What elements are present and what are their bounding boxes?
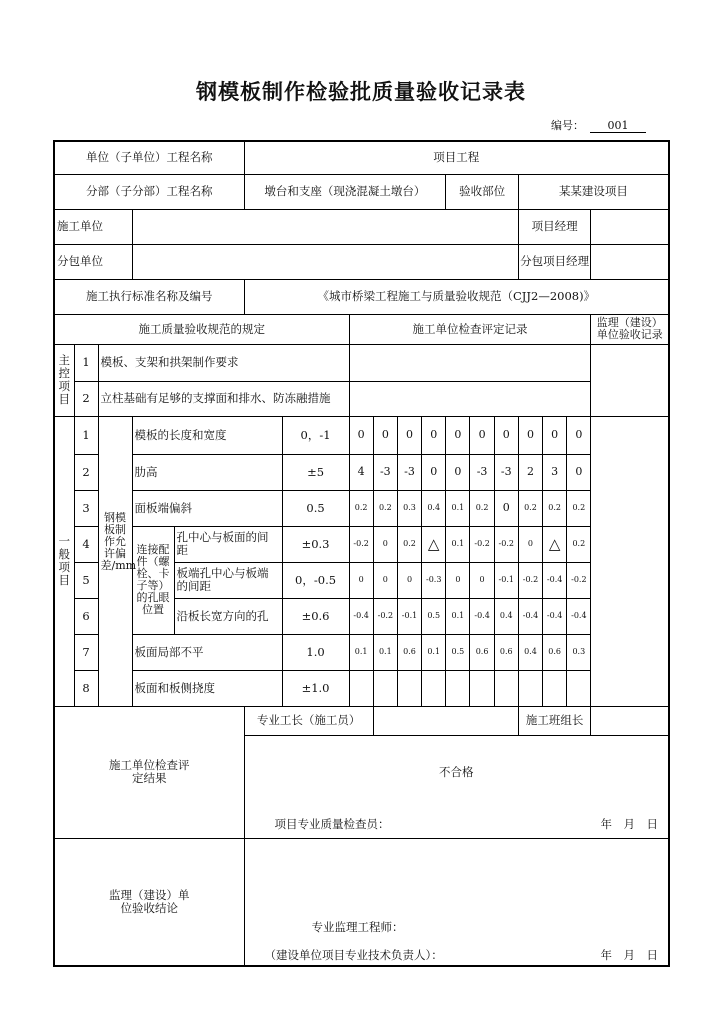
measurement-cell: 0.2 <box>543 490 567 526</box>
date-label: 年 月 日 <box>600 947 659 962</box>
sub-pm-label: 分包项目经理 <box>518 244 591 279</box>
supervision-result-label: 监理（建设）单位验收结论 <box>54 838 244 966</box>
pm-value <box>591 209 669 244</box>
measurement-cell: 0 <box>446 454 470 490</box>
measurement-cell: 0.2 <box>470 490 494 526</box>
measurement-cell: 0 <box>397 416 421 454</box>
measurement-cell: 0.2 <box>567 490 591 526</box>
measurement-cell: -0.4 <box>349 598 373 634</box>
measurement-cell: 0.1 <box>422 634 446 670</box>
subcontractor-value <box>132 244 518 279</box>
inspection-record-table <box>53 140 670 967</box>
general-item-supervision <box>591 416 669 706</box>
measurement-cell: 0.5 <box>446 634 470 670</box>
contractor-result-cell <box>244 735 669 838</box>
measurement-cell: -0.4 <box>470 598 494 634</box>
main-items-label: 主控项目 <box>58 352 70 407</box>
general-item-row <box>54 670 669 706</box>
standard-value: 《城市桥梁工程施工与质量验收规范（CJJ2—2008)》 <box>244 279 669 314</box>
general-item-no: 2 <box>74 454 98 490</box>
measurement-cell: -0.4 <box>543 598 567 634</box>
measurement-cell: 0 <box>543 416 567 454</box>
measurement-cell: 0 <box>446 416 470 454</box>
deviation-label: 钢模板制作允许偏差/mm <box>98 416 132 706</box>
main-item-supervision <box>591 344 669 416</box>
measurement-cell: -3 <box>373 454 397 490</box>
general-items-label: 一般项目 <box>58 533 70 588</box>
measurement-cell: 0 <box>494 490 518 526</box>
general-item-no: 5 <box>74 562 98 598</box>
measurement-cell: -0.4 <box>518 598 542 634</box>
measurement-cell: 0 <box>373 562 397 598</box>
connector-label: 连接配件（螺栓、卡子等）的孔眼位置 <box>132 526 174 634</box>
measurement-cell: 0 <box>470 562 494 598</box>
team-leader-label: 施工班组长 <box>518 706 591 735</box>
measurement-cell: 0.5 <box>422 598 446 634</box>
measurement-cell: 0 <box>373 416 397 454</box>
contractor-result-label: 施工单位检查评定结果 <box>54 706 244 838</box>
measurement-cell: 0.1 <box>373 634 397 670</box>
measurement-cell: 0.6 <box>543 634 567 670</box>
general-item-row <box>54 526 669 562</box>
general-item-row <box>54 634 669 670</box>
measurement-cell: -0.4 <box>567 598 591 634</box>
measurement-cell: -0.2 <box>349 526 373 562</box>
measurement-cell: 0 <box>422 454 446 490</box>
measurement-cell: 0.2 <box>567 526 591 562</box>
measurement-cell: 0 <box>567 454 591 490</box>
date-label: 年 月 日 <box>600 816 659 831</box>
accept-part-value: 某某建设项目 <box>518 174 669 209</box>
form-title: 钢模板制作检验批质量验收记录表 <box>196 80 526 104</box>
foreman-value <box>373 706 518 735</box>
main-item-no: 1 <box>74 344 98 381</box>
main-item-text: 模板、支架和拱架制作要求 <box>98 344 349 381</box>
general-item-row <box>54 416 669 454</box>
measurement-cell: 4 <box>349 454 373 490</box>
general-item-text: 肋高 <box>132 454 282 490</box>
sub-pm-value <box>591 244 669 279</box>
general-item-text: 板端孔中心与板端的间距 <box>174 562 282 598</box>
measurement-cell: -0.1 <box>397 598 421 634</box>
general-item-text: 模板的长度和宽度 <box>132 416 282 454</box>
result-value: 不合格 <box>439 764 474 779</box>
measurement-cell <box>543 670 567 706</box>
measurement-cell: -3 <box>397 454 421 490</box>
measurement-cell: -3 <box>470 454 494 490</box>
team-leader-value <box>591 706 669 735</box>
measurement-cell <box>494 670 518 706</box>
measurement-cell: 0.2 <box>373 490 397 526</box>
inspector-label: 项目专业质量检查员： <box>274 816 390 831</box>
measurement-cell: 0 <box>349 416 373 454</box>
measurement-cell: -0.3 <box>422 562 446 598</box>
measurement-cell: 0 <box>518 416 542 454</box>
contractor-value <box>132 209 518 244</box>
measurement-cell <box>422 670 446 706</box>
general-item-no: 6 <box>74 598 98 634</box>
measurement-cell: 0.2 <box>349 490 373 526</box>
general-item-text: 沿板长宽方向的孔 <box>174 598 282 634</box>
measurement-cell: 0 <box>373 526 397 562</box>
foreman-label: 专业工长（施工员） <box>244 706 373 735</box>
spec-header: 施工质量验收规范的规定 <box>54 314 349 344</box>
measurement-cell: 0 <box>349 562 373 598</box>
general-item-no: 4 <box>74 526 98 562</box>
standard-label: 施工执行标准名称及编号 <box>54 279 244 314</box>
form-number <box>551 117 646 133</box>
measurement-cell: -3 <box>494 454 518 490</box>
measurement-cell <box>446 670 470 706</box>
measurement-cell: 0 <box>446 562 470 598</box>
measurement-cell <box>470 670 494 706</box>
measurement-cell: 0 <box>397 562 421 598</box>
general-item-text: 板面和板侧挠度 <box>132 670 282 706</box>
main-item-no: 2 <box>74 381 98 416</box>
measurement-cell: 0 <box>567 416 591 454</box>
form-number-label: 编号： <box>551 119 584 132</box>
general-item-row <box>54 490 669 526</box>
general-item-no: 8 <box>74 670 98 706</box>
accept-part-label: 验收部位 <box>446 174 519 209</box>
measurement-cell: -0.2 <box>518 562 542 598</box>
general-item-allowance: 0.5 <box>282 490 349 526</box>
main-item-text: 立柱基础有足够的支撑面和排水、防冻融措施 <box>98 381 349 416</box>
measurement-cell: 0.1 <box>349 634 373 670</box>
measurement-cell: 0 <box>422 416 446 454</box>
general-item-no: 1 <box>74 416 98 454</box>
measurement-cell: 0.3 <box>397 490 421 526</box>
main-item-record <box>349 344 591 381</box>
measurement-cell: △ <box>422 526 446 562</box>
general-item-text: 面板端偏斜 <box>132 490 282 526</box>
general-item-allowance: ±0.3 <box>282 526 349 562</box>
measurement-cell <box>349 670 373 706</box>
measurement-cell: 0.6 <box>470 634 494 670</box>
measurement-cell: 0 <box>494 416 518 454</box>
supervision-header: 监理（建设）单位验收记录 <box>591 314 669 344</box>
general-item-text: 孔中心与板面的间距 <box>174 526 282 562</box>
measurement-cell <box>373 670 397 706</box>
measurement-cell: -0.1 <box>494 562 518 598</box>
general-item-row <box>54 454 669 490</box>
measurement-cell: -0.2 <box>494 526 518 562</box>
main-item-record <box>349 381 591 416</box>
general-item-allowance: 0，-1 <box>282 416 349 454</box>
general-item-allowance: 0，-0.5 <box>282 562 349 598</box>
measurement-cell: 0.6 <box>494 634 518 670</box>
measurement-cell: 0.4 <box>494 598 518 634</box>
record-header: 施工单位检查评定记录 <box>349 314 591 344</box>
sub-project-value: 墩台和支座（现浇混凝土墩台） <box>244 174 446 209</box>
measurement-cell: 0.1 <box>446 490 470 526</box>
pm-label: 项目经理 <box>518 209 591 244</box>
measurement-cell: 0 <box>470 416 494 454</box>
general-item-text: 板面局部不平 <box>132 634 282 670</box>
contractor-label: 施工单位 <box>54 209 132 244</box>
general-item-no: 7 <box>74 634 98 670</box>
measurement-cell: -0.2 <box>567 562 591 598</box>
unit-project-label: 单位（子单位）工程名称 <box>54 141 244 174</box>
measurement-cell: -0.2 <box>373 598 397 634</box>
measurement-cell: 0.6 <box>397 634 421 670</box>
measurement-cell: △ <box>543 526 567 562</box>
measurement-cell <box>518 670 542 706</box>
general-item-allowance: 1.0 <box>282 634 349 670</box>
measurement-cell: 0.1 <box>446 598 470 634</box>
unit-project-value: 项目工程 <box>244 141 669 174</box>
measurement-cell: 2 <box>518 454 542 490</box>
measurement-cell: 0.4 <box>518 634 542 670</box>
general-item-allowance: ±1.0 <box>282 670 349 706</box>
measurement-cell: 0.2 <box>518 490 542 526</box>
measurement-cell: 0.1 <box>446 526 470 562</box>
sub-project-label: 分部（子分部）工程名称 <box>54 174 244 209</box>
measurement-cell <box>397 670 421 706</box>
general-item-allowance: ±0.6 <box>282 598 349 634</box>
supervision-result-cell <box>244 838 669 966</box>
general-item-no: 3 <box>74 490 98 526</box>
measurement-cell: 0.3 <box>567 634 591 670</box>
measurement-cell: 0.2 <box>397 526 421 562</box>
subcontractor-label: 分包单位 <box>54 244 132 279</box>
measurement-cell <box>567 670 591 706</box>
measurement-cell: 0.4 <box>422 490 446 526</box>
form-number-value: 001 <box>590 119 646 133</box>
measurement-cell: 0 <box>518 526 542 562</box>
measurement-cell: 3 <box>543 454 567 490</box>
owner-label: （建设单位项目专业技术负责人）： <box>264 947 443 962</box>
measurement-cell: -0.4 <box>543 562 567 598</box>
measurement-cell: -0.2 <box>470 526 494 562</box>
general-item-allowance: ±5 <box>282 454 349 490</box>
engineer-label: 专业监理工程师： <box>311 919 404 934</box>
